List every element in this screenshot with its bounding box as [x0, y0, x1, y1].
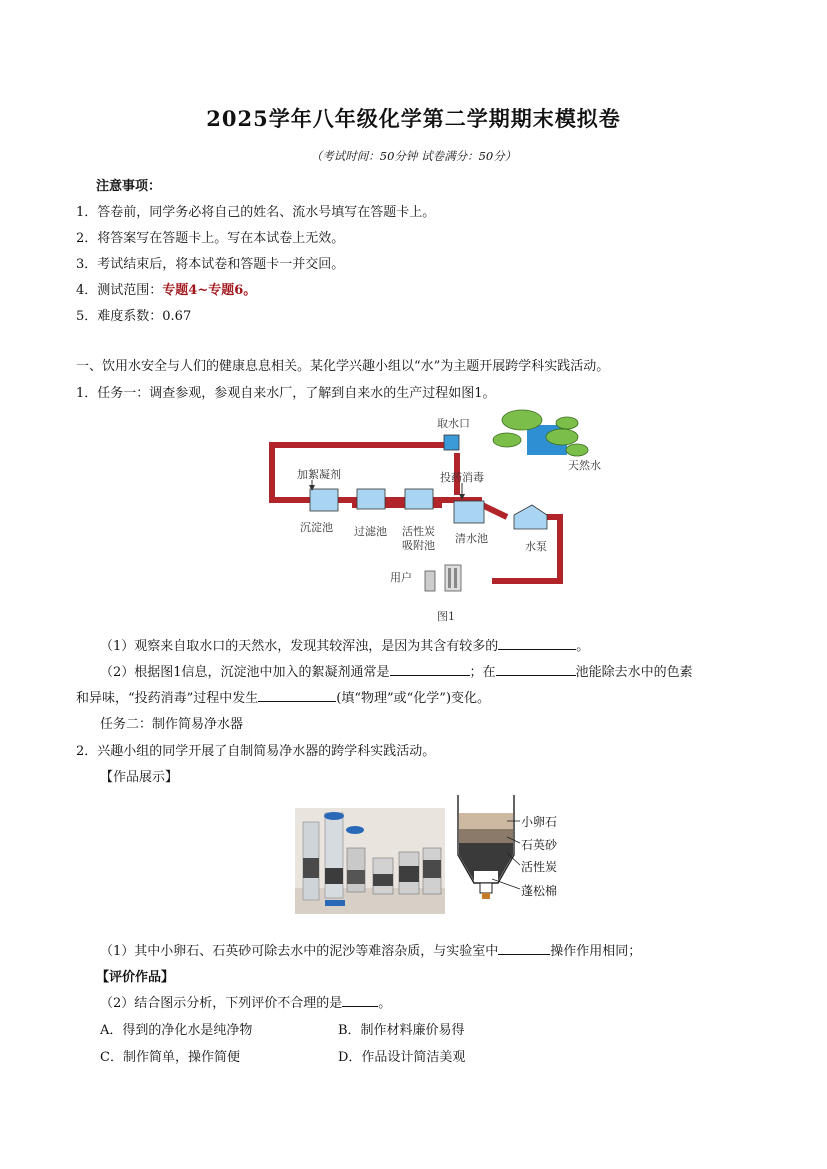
option-d[interactable]: D．作品设计简洁美观: [338, 1050, 466, 1065]
section-intro: 一、饮用水安全与人们的健康息息相关。某化学兴趣小组以“水”为主题开展跨学科实践活动。: [76, 359, 610, 374]
answer-blank[interactable]: [258, 687, 336, 702]
label-activated-carbon: 活性炭: [521, 860, 558, 874]
page-title: 2025学年八年级化学第二学期期末模拟卷: [206, 106, 621, 131]
note-item: 1．答卷前，同学务必将自己的姓名、流水号填写在答题卡上。: [76, 205, 436, 220]
showcase-heading: 【作品展示】: [100, 770, 179, 785]
note-item: 5．难度系数：0.67: [76, 309, 192, 324]
option-a[interactable]: A．得到的净化水是纯净物: [100, 1023, 253, 1038]
label-settling-tank: 沉淀池: [300, 521, 333, 534]
note-item: [76, 279, 256, 298]
question-1: 1．任务一：调查参观，参观自来水厂，了解到自来水的生产过程如图1。: [76, 386, 496, 401]
question-2: 2．兴趣小组的同学开展了自制简易净水器的跨学科实践活动。: [76, 744, 436, 759]
note-item: 2．将答案写在答题卡上。写在本试卷上无效。: [76, 231, 345, 246]
answer-blank[interactable]: [498, 940, 550, 955]
label-intake: 取水口: [437, 417, 470, 430]
test-range-label: 4．测试范围：: [76, 283, 163, 298]
question-2-1: （1）其中小卵石、石英砂可除去水中的泥沙等难溶杂质，与实验室中 操作作用相同；: [100, 940, 641, 959]
figure-1-caption: 图1: [437, 610, 455, 623]
evaluate-heading: 【评价作品】: [96, 970, 175, 985]
question-1-1: （1）观察来自取水口的天然水，发现其较浑浊，是因为其含有较多的 。: [100, 635, 589, 654]
label-disinfect: 投药消毒: [440, 471, 484, 484]
label-filter-tank: 过滤池: [354, 525, 387, 538]
answer-blank[interactable]: [342, 992, 378, 1007]
answer-blank[interactable]: [496, 661, 576, 676]
label-natural-water: 天然水: [568, 459, 601, 472]
question-2-2: （2）结合图示分析，下列评价不合理的是 。: [100, 992, 391, 1011]
test-range-value: 专题4~专题6。: [162, 283, 257, 298]
water-plant-diagram: [262, 405, 601, 627]
label-coagulant: 加絮凝剂: [297, 468, 341, 481]
label-clear-tank: 清水池: [455, 532, 488, 545]
purifier-diagram: [452, 793, 572, 915]
label-cotton: 蓬松棉: [521, 884, 558, 898]
label-user: 用户: [390, 571, 412, 584]
label-carbon-tank-2: 吸附池: [402, 539, 435, 552]
purifier-photo: [295, 808, 445, 914]
exam-info: （考试时间：50分钟 试卷满分：50分）: [310, 149, 517, 163]
label-quartz-sand: 石英砂: [521, 838, 558, 852]
note-item: 3．考试结束后，将本试卷和答题卡一并交回。: [76, 257, 345, 272]
task-2-heading: 任务二：制作简易净水器: [100, 717, 244, 732]
option-c[interactable]: C．制作简单，操作简便: [100, 1050, 240, 1065]
answer-blank[interactable]: [390, 661, 470, 676]
question-1-2-cont: 和异味，“投药消毒”过程中发生 (填“物理”或“化学”)变化。: [76, 687, 490, 706]
answer-blank[interactable]: [498, 635, 576, 650]
notes-heading: 注意事项：: [96, 179, 162, 194]
label-pump: 水泵: [525, 540, 547, 553]
question-1-2: （2）根据图1信息，沉淀池中加入的絮凝剂通常是 ；在 池能除去水中的色素: [100, 661, 693, 680]
label-pebble: 小卵石: [521, 815, 558, 829]
label-carbon-tank-1: 活性炭: [402, 525, 435, 538]
option-b[interactable]: B．制作材料廉价易得: [338, 1023, 465, 1038]
